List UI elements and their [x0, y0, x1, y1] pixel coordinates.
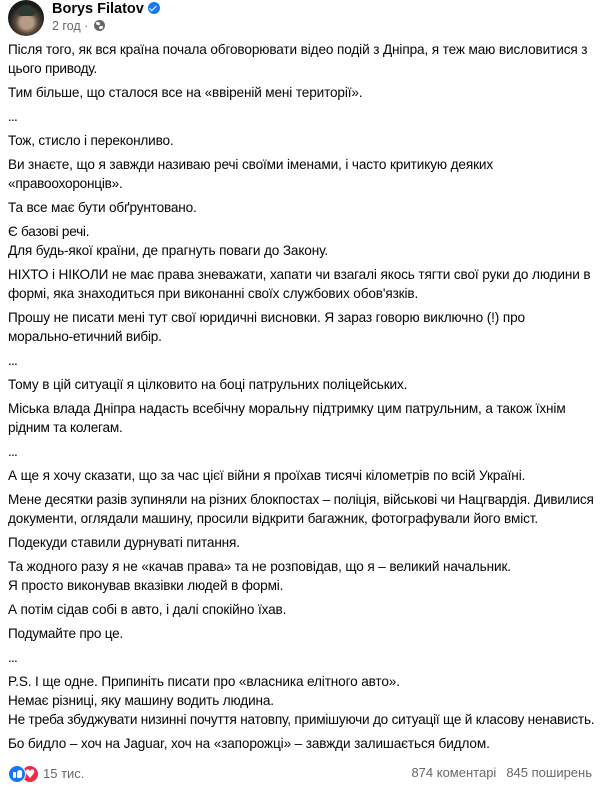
post-paragraph — [8, 375, 596, 394]
paragraph-line: Та все має бути обґрунтовано. — [8, 200, 197, 215]
paragraph-line: Міська влада Дніпра надасть всебічну моральну підтримку цим патрульним, а також їхнім — [8, 401, 566, 416]
paragraph-line: Не треба збуджувати низинні почуття натовпу, примішуючи до ситуації ще й класову ненависть. — [8, 712, 595, 727]
paragraph-line: Бо бидло – хоч на Jaguar, хоч на «запорожці» – завжди залишається бидлом. — [8, 736, 490, 751]
post-text — [8, 40, 596, 758]
post-paragraph — [8, 557, 596, 595]
paragraph-line: Після того, як вся країна почала обговорювати відео подій з Дніпра, я теж маю висловитися з — [8, 42, 588, 57]
post-paragraph — [8, 734, 596, 753]
comments-count[interactable]: 874 коментарі — [411, 765, 497, 780]
paragraph-line: Тим більше, що сталося все на «ввіреній мені території». — [8, 85, 363, 100]
post-paragraph — [8, 351, 596, 370]
author-avatar[interactable] — [8, 0, 44, 36]
paragraph-line: P.S. І ще одне. Припиніть писати про «власника елітного авто». — [8, 674, 400, 689]
post-paragraph — [8, 533, 596, 552]
paragraph-line: формі, яка знаходиться при виконанні своїх службових обов'язків. — [8, 286, 419, 301]
post-paragraph — [8, 40, 596, 78]
post-paragraph — [8, 265, 596, 303]
paragraph-line: Прошу не писати мені тут свої юридичні висновки. Я зараз говорю виключно (!) про — [8, 310, 525, 325]
post-paragraph — [8, 222, 596, 260]
post-footer — [8, 764, 592, 784]
paragraph-line: рідним та колегам. — [8, 420, 123, 435]
post-paragraph — [8, 490, 596, 528]
paragraph-line: Та жодного разу я не «качав права» та не розповідав, що я – великий начальник. — [8, 559, 511, 574]
paragraph-line: Є базові речі. — [8, 224, 90, 239]
paragraph-line: ... — [8, 444, 18, 459]
paragraph-line: Я просто виконував вказівки людей в формі. — [8, 578, 284, 593]
avatar-photo — [18, 5, 35, 16]
post-stats — [411, 765, 592, 780]
paragraph-line: А ще я хочу сказати, що за час цієї війни я проїхав тисячі кілометрів по всій Україні. — [8, 468, 526, 483]
author-name-link[interactable] — [52, 1, 160, 17]
globe-icon[interactable] — [94, 20, 105, 31]
paragraph-line: ... — [8, 353, 18, 368]
post-paragraph — [8, 399, 596, 437]
post-paragraph — [8, 107, 596, 126]
post-paragraph — [8, 198, 596, 217]
paragraph-line: «правоохоронців». — [8, 176, 123, 191]
reaction-count[interactable]: 15 тис. — [43, 766, 85, 781]
paragraph-line: цього приводу. — [8, 61, 98, 76]
paragraph-line: Подекуди ставили дурнуваті питання. — [8, 535, 240, 550]
paragraph-line: Подумайте про це. — [8, 626, 124, 641]
post-paragraph — [8, 83, 596, 102]
post-timestamp[interactable]: 2 год — [52, 19, 81, 33]
paragraph-line: Немає різниці, яку машину водить людина. — [8, 693, 274, 708]
paragraph-line: морально-етичний вибір. — [8, 329, 162, 344]
paragraph-line: Мене десятки разів зупиняли на різних блокпостах – поліція, військові чи Нацгвардія. Дивилися — [8, 492, 594, 507]
post-paragraph — [8, 624, 596, 643]
verified-badge-icon — [148, 2, 160, 14]
paragraph-line: ... — [8, 650, 18, 665]
paragraph-line: НІХТО і НІКОЛИ не має права зневажати, хапати чи взагалі якось тягти свої руки до людини в — [8, 267, 591, 282]
shares-count[interactable]: 845 поширень — [506, 765, 592, 780]
post-paragraph — [8, 442, 596, 461]
paragraph-line: документи, оглядали машину, просили відкрити багажник, фотографували його вміст. — [8, 511, 539, 526]
post-paragraph — [8, 672, 596, 729]
post-paragraph — [8, 466, 596, 485]
post-header — [8, 0, 592, 36]
paragraph-line: Тож, стисло і переконливо. — [8, 133, 174, 148]
paragraph-line: ... — [8, 109, 18, 124]
post-meta — [52, 19, 105, 33]
post-paragraph — [8, 131, 596, 150]
post-paragraph — [8, 600, 596, 619]
paragraph-line: А потім сідав собі в авто, і далі спокійно їхав. — [8, 602, 287, 617]
paragraph-line: Для будь-якої країни, де прагнуть поваги до Закону. — [8, 243, 329, 258]
post-paragraph — [8, 155, 596, 193]
author-name: Borys Filatov — [52, 1, 144, 17]
paragraph-line: Ви знаєте, що я завжди називаю речі своїми іменами, і часто критикую деяких — [8, 157, 494, 172]
post-paragraph — [8, 308, 596, 346]
like-icon — [8, 765, 26, 783]
post-paragraph — [8, 648, 596, 667]
paragraph-line: Тому в цій ситуації я цілковито на боці патрульних поліцейських. — [8, 377, 408, 392]
meta-separator: · — [84, 19, 89, 33]
